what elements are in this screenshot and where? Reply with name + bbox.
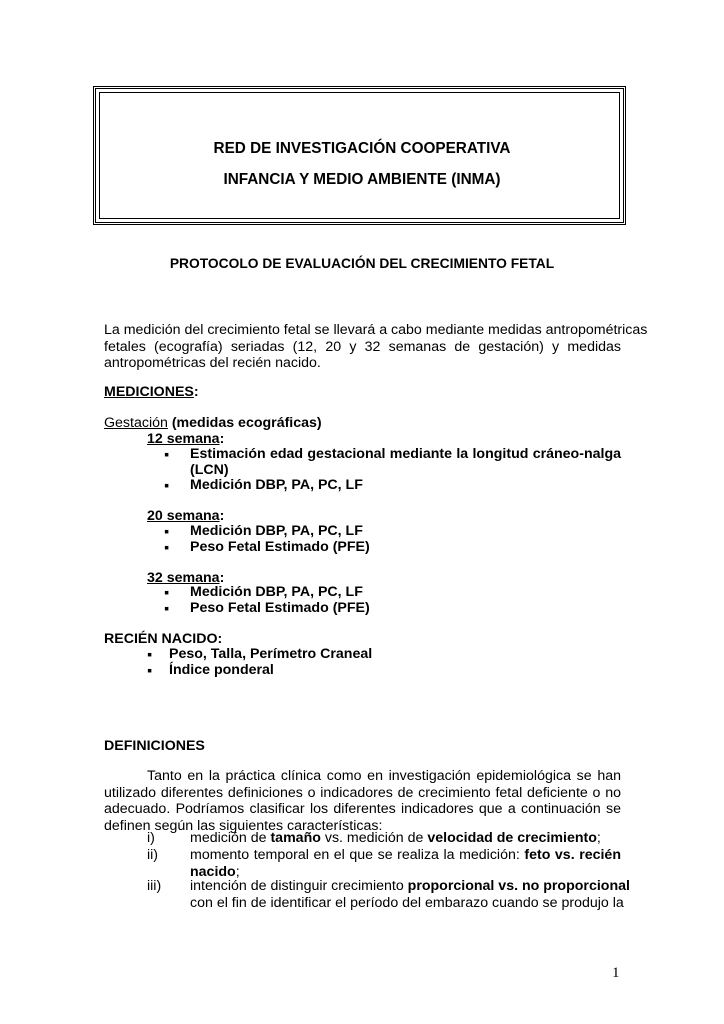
definiciones-paragraph: Tanto en la práctica clínica como en investigación epidemiológica se han utilizado diferentes definiciones o indicadores de crecimiento fetal deficiente o no adecuado. Podríamos clasificar los diferentes indicadores que a continuación se definen según las siguientes características: bbox=[104, 768, 621, 834]
mediciones-heading: MEDICIONES: bbox=[104, 384, 199, 400]
list-item-iii-text: intención de distinguir crecimiento proporcional vs. no proporcional con el fin de identificar el período del embarazo cuando se produjo la bbox=[190, 878, 630, 911]
list-item-iii-number: iii) bbox=[147, 878, 162, 894]
bullet-icon: ▪ bbox=[164, 601, 170, 617]
week-12-item-lcn: Estimación edad gestacional mediante la longitud cráneo-nalga (LCN) bbox=[190, 446, 621, 478]
week-20-label: 20 semana: bbox=[147, 508, 225, 524]
gestacion-heading: Gestación (medidas ecográficas) bbox=[104, 415, 322, 431]
list-item-i-text: medición de tamaño vs. medición de velocidad de crecimiento; bbox=[190, 830, 601, 846]
week-32-item-dbp: Medición DBP, PA, PC, LF bbox=[190, 584, 363, 600]
header-title-line2: INFANCIA Y MEDIO AMBIENTE (INMA) bbox=[223, 171, 501, 188]
header-title-line1: RED DE INVESTIGACIÓN COOPERATIVA bbox=[213, 140, 511, 157]
intro-paragraph: La medición del crecimiento fetal se llevará a cabo mediante medidas antropométricas fetales (ecografía) seriadas (12, 20 y 32 semanas de gestación) y medidas antropométricas del recién nacido. bbox=[104, 322, 648, 372]
list-item-i-number: i) bbox=[147, 830, 155, 846]
list-item-ii-number: ii) bbox=[147, 847, 159, 863]
recien-item-indice: Índice ponderal bbox=[169, 662, 274, 678]
page-number: 1 bbox=[612, 965, 620, 981]
week-32-item-pfe: Peso Fetal Estimado (PFE) bbox=[190, 600, 370, 616]
week-12-label: 12 semana: bbox=[147, 431, 225, 447]
bullet-icon: ▪ bbox=[164, 585, 170, 601]
bullet-icon: ▪ bbox=[164, 524, 170, 540]
week-32-label: 32 semana: bbox=[147, 570, 225, 586]
recien-item-peso: Peso, Talla, Perímetro Craneal bbox=[169, 646, 373, 662]
bullet-icon: ▪ bbox=[164, 447, 170, 463]
bullet-icon: ▪ bbox=[164, 478, 170, 494]
recien-nacido-heading: RECIÉN NACIDO: bbox=[104, 631, 223, 647]
protocol-title: PROTOCOLO DE EVALUACIÓN DEL CRECIMIENTO FETAL bbox=[169, 256, 555, 271]
week-20-item-pfe: Peso Fetal Estimado (PFE) bbox=[190, 539, 370, 555]
week-20-item-dbp: Medición DBP, PA, PC, LF bbox=[190, 523, 363, 539]
bullet-icon: ▪ bbox=[147, 663, 153, 679]
bullet-icon: ▪ bbox=[147, 647, 153, 663]
bullet-icon: ▪ bbox=[164, 540, 170, 556]
list-item-ii-text: momento temporal en el que se realiza la medición: feto vs. recién nacido; bbox=[190, 847, 621, 880]
definiciones-heading: DEFINICIONES bbox=[104, 738, 205, 754]
week-12-item-dbp: Medición DBP, PA, PC, LF bbox=[190, 477, 363, 493]
